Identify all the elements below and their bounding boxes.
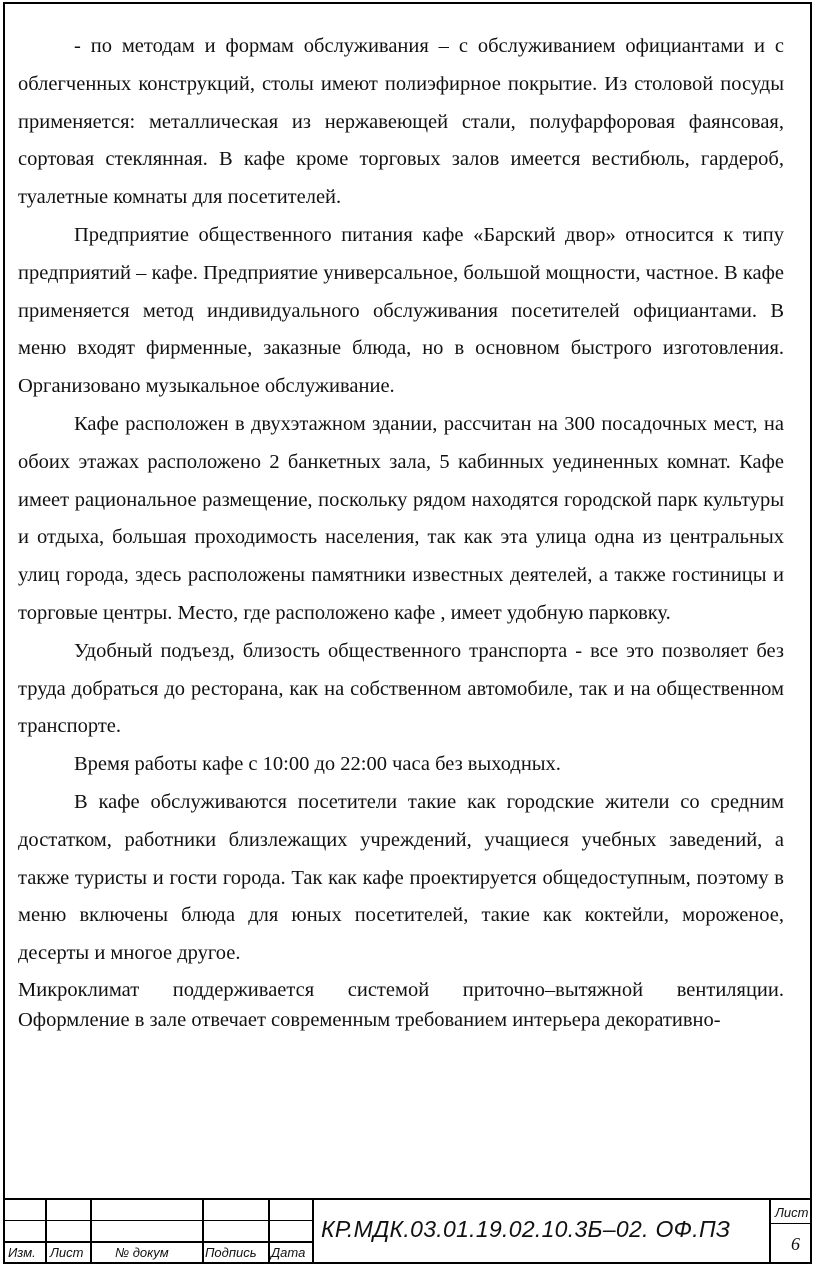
paragraph-4: Удобный подъезд, близость общественного транспорта - все это позволяет без труда добраться до ресторана, как на собственном автомобиле, так и на общественном транспорте. bbox=[18, 639, 784, 738]
label-signature: Подпись bbox=[205, 1245, 257, 1260]
document-code: КР.МДК.03.01.19.02.10.3Б–02. ОФ.ПЗ bbox=[321, 1216, 731, 1242]
document-body bbox=[18, 28, 784, 1035]
stamp-row-line bbox=[769, 1223, 812, 1224]
paragraph-6: В кафе обслуживаются посетители такие как городские жители со средним достатком, работники близлежащих учреждений, учащиеся учебных заведений, а также туристы и гости города. Так как кафе проектируется общедоступным, поэтому в меню включены блюда для юных посетителей, такие как коктейли, мороженое, десерты и многое другое. bbox=[18, 790, 784, 965]
label-list: Лист bbox=[50, 1245, 84, 1260]
label-date: Дата bbox=[271, 1245, 306, 1260]
label-doc-no: № докум bbox=[115, 1245, 169, 1260]
stamp-divider bbox=[769, 1200, 771, 1264]
stamp-row-line bbox=[3, 1241, 312, 1243]
stamp-row-line bbox=[3, 1220, 312, 1221]
paragraph-1: - по методам и формам обслуживания – с обслуживанием официантами и с облегченных конструкций, столы имеют полиэфирное покрытие. Из столовой посуды применяется: металлическая из нержавеющей стали, полуфарфоровая фаянсовая, сортовая стеклянная. В кафе кроме торговых залов имеется вестибюль, гардероб, туалетные комнаты для посетителей. bbox=[18, 35, 784, 209]
stamp-divider bbox=[90, 1200, 92, 1264]
paragraph-2: Предприятие общественного питания кафе «Барский двор» относится к типу предприятий – кафе. Предприятие универсальное, большой мощности, частное. В кафе применяется метод индивидуального обслуживания посетителей официантами. В меню входят фирменные, заказные блюда, но в основном быстрого изготовления. Организовано музыкальное обслуживание. bbox=[18, 223, 784, 398]
stamp-divider bbox=[268, 1200, 270, 1264]
paragraph-5: Время работы кафе с 10:00 до 22:00 часа без выходных. bbox=[74, 753, 561, 776]
title-block bbox=[3, 1198, 812, 1264]
label-izm: Изм. bbox=[8, 1245, 36, 1260]
stamp-divider bbox=[202, 1200, 204, 1264]
sheet-number: 6 bbox=[791, 1234, 800, 1254]
stamp-divider bbox=[312, 1200, 314, 1264]
label-sheet: Лист bbox=[775, 1205, 809, 1220]
paragraph-7: Микроклимат поддерживается системой приточно–вытяжной вентиляции. Оформление в зале отвечает современным требованием интерьера декоративно- bbox=[18, 978, 784, 1031]
stamp-divider bbox=[45, 1200, 47, 1264]
paragraph-3: Кафе расположен в двухэтажном здании, рассчитан на 300 посадочных мест, на обоих этажах расположено 2 банкетных зала, 5 кабинных уединенных комнат. Кафе имеет рациональное размещение, поскольку рядом находятся городской парк культуры и отдыха, большая проходимость населения, так как эта улица одна из центральных улиц города, здесь расположены памятники известных деятелей, а также гостиницы и торговые центры. Место, где расположено кафе , имеет удобную парковку. bbox=[18, 412, 784, 624]
